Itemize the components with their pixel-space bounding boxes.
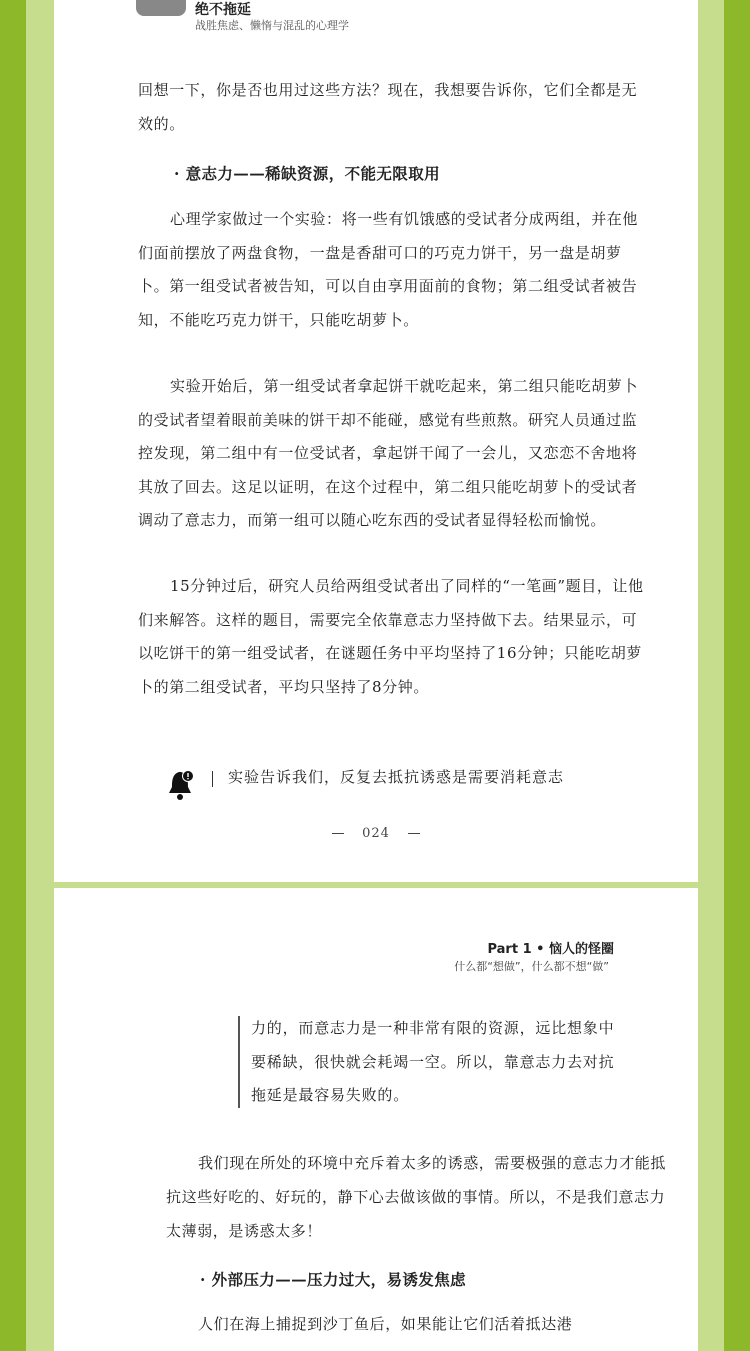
book-page-025 bbox=[54, 888, 698, 1351]
bell-alert-icon bbox=[167, 768, 197, 802]
sardine-paragraph: 人们在海上捕捉到沙丁鱼后，如果能让它们活着抵达港 bbox=[198, 1315, 573, 1333]
callout-note: 实验告诉我们，反复去抵抗诱惑是需要消耗意志 bbox=[228, 768, 565, 786]
left-decorative-stripe bbox=[0, 0, 26, 1351]
section-heading-willpower: · 意志力——稀缺资源，不能无限取用 bbox=[174, 164, 440, 183]
page-number: 024 bbox=[362, 826, 390, 841]
temptation-paragraph: 我们现在所处的环境中充斥着太多的诱惑，需要极强的意志力才能抵抗这些好吃的、好玩的，静下心去做该做的事情。所以，不是我们意志力太薄弱，是诱惑太多！ bbox=[166, 1154, 667, 1240]
part-title: Part 1 • 恼人的怪圈 bbox=[487, 942, 614, 957]
experiment-paragraph-1: 心理学家做过一个实验：将一些有饥饿感的受试者分成两组，并在他们面前摆放了两盘食物，一盘是香甜可口的巧克力饼干，另一盘是胡萝卜。第一组受试者被告知，可以自由享用面前的食物；第二组受试者被告知，不能吃巧克力饼干，只能吃胡萝卜。 bbox=[138, 210, 639, 329]
experiment-paragraph-2: 实验开始后，第一组受试者拿起饼干就吃起来，第二组只能吃胡萝卜的受试者望着眼前美味的饼干却不能碰，感觉有些煎熬。研究人员通过监控发现，第二组中有一位受试者，拿起饼干闻了一会儿，又恋恋不舍地将其放了回去。这足以证明，在这个过程中，第二组只能吃胡萝卜的受试者调动了意志力，而第一组可以随心吃东西的受试者显得轻松而愉悦。 bbox=[138, 377, 639, 529]
intro-paragraph: 回想一下，你是否也用过这些方法？现在，我想要告诉你，它们全都是无效的。 bbox=[138, 81, 638, 133]
right-decorative-stripe bbox=[724, 0, 750, 1351]
note-divider bbox=[212, 771, 213, 787]
quote-text: 力的，而意志力是一种非常有限的资源，远比想象中要稀缺，很快就会耗竭一空。所以，靠意志力去对抗拖延是最容易失败的。 bbox=[251, 1019, 615, 1104]
page-number-footer bbox=[54, 826, 698, 841]
section-heading-pressure: · 外部压力——压力过大，易诱发焦虑 bbox=[200, 1270, 466, 1289]
book-title: 绝不拖延 bbox=[195, 2, 251, 18]
toggle-icon bbox=[136, 0, 186, 16]
book-page-024 bbox=[54, 0, 698, 882]
book-subtitle: 战胜焦虑、懒惰与混乱的心理学 bbox=[195, 19, 349, 32]
part-subtitle: 什么都“想做”，什么都不想“做” bbox=[454, 960, 609, 973]
quote-bar bbox=[238, 1016, 240, 1108]
experiment-paragraph-3: 15分钟过后，研究人员给两组受试者出了同样的“一笔画”题目，让他们来解答。这样的题目，需要完全依靠意志力坚持做下去。结果显示，可以吃饼干的第一组受试者，在谜题任务中平均坚持了16分钟；只能吃胡萝卜的第二组受试者，平均只坚持了8分钟。 bbox=[138, 577, 644, 696]
